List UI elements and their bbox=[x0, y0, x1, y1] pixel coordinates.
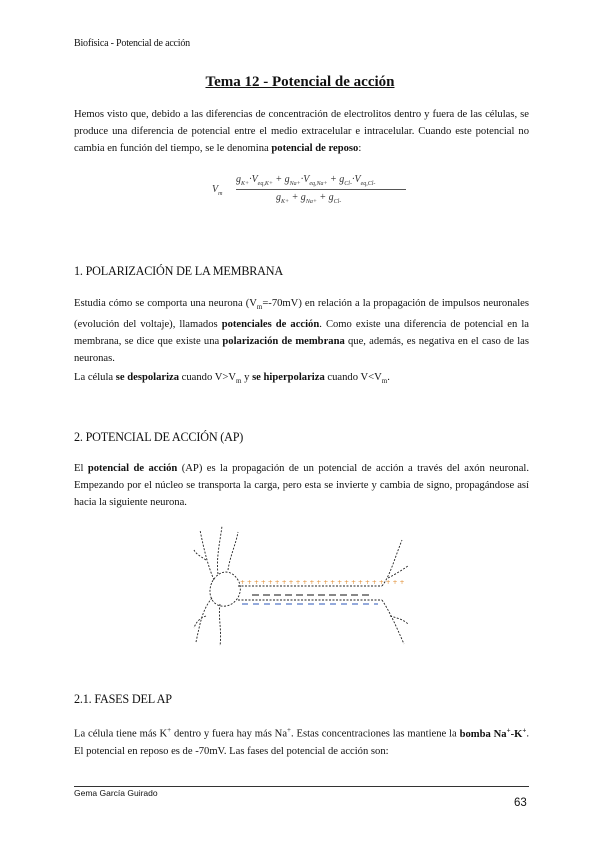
neuron-diagram-icon bbox=[192, 520, 410, 650]
formula-denominator: $g_{K+} + g_{Na+} + g_{Cl-}$ bbox=[276, 192, 342, 205]
svg-text:+ + + + + + + + + + + + + + +: + + + + + + + + + + + + + + + + + + + + + + + + bbox=[240, 579, 405, 586]
running-header: Biofísica - Potencial de acción bbox=[74, 38, 190, 49]
section-1-paragraph-2: La célula se despolariza cuando $V>V_m$ y se hiperpolariza cuando $V<V_m$. bbox=[74, 372, 390, 386]
page-title: Tema 12 - Potencial de acción bbox=[205, 74, 395, 90]
intro-bold: potencial de reposo bbox=[271, 143, 359, 154]
resting-potential-formula bbox=[212, 170, 412, 212]
intro-text: Hemos visto que, debido a las diferencias de concentración de electrolitos dentro y fuera de las células, se produce una diferencia de potencial entre el medio extracelular e intracelular. Cuando este potencial no cambia en función del tiempo, se le denomina bbox=[74, 109, 529, 154]
section-21-heading: 2.1. FASES DEL AP bbox=[74, 692, 172, 706]
formula-numerator: $g_{K+}\cdot V_{eq,K+} + g_{Na+}\cdot V_{eq,Na+} + g_{Cl-}\cdot V_{eq,Cl-}$ bbox=[236, 174, 376, 187]
formula-fraction-bar bbox=[236, 189, 406, 190]
footer-author: Gema García Guirado bbox=[74, 788, 158, 798]
page-number: 63 bbox=[514, 797, 527, 809]
positive-charges bbox=[240, 579, 405, 586]
section-2-heading: 2. POTENCIAL DE ACCIÓN (AP) bbox=[74, 430, 244, 444]
footer-rule bbox=[74, 786, 529, 787]
intro-end: : bbox=[358, 143, 362, 154]
section-2-paragraph: El potencial de acción (AP) es la propagación de un potencial de acción a través del axón neuronal. Empezando por el núcleo se transporta la carga, pero esta se invierte y cambia de signo, propagándose así hacia la siguiente neurona. bbox=[74, 463, 529, 508]
intro-paragraph bbox=[74, 106, 529, 157]
formula-lhs: $V_m$ bbox=[212, 184, 223, 197]
section-1-heading: 1. POLARIZACIÓN DE LA MEMBRANA bbox=[74, 264, 283, 278]
section-21-paragraph: La célula tiene más K+ dentro y fuera hay más Na+. Estas concentraciones las mantiene la bomba Na+-K+. El potencial en reposo es de -70mV. Las fases del potencial de acción son: bbox=[74, 726, 529, 757]
section-1-paragraph-1: Estudia cómo se comporta una neurona $(V_m=-70mV)$ en relación a la propagación de impulsos neuronales (evolución del voltaje), llamados potenciales de acción. Como existe una diferencia de potencial en la membrana, se dice que existe una polarización de membrana que, además, es negativa en el caso de las neuronas. bbox=[74, 298, 530, 365]
